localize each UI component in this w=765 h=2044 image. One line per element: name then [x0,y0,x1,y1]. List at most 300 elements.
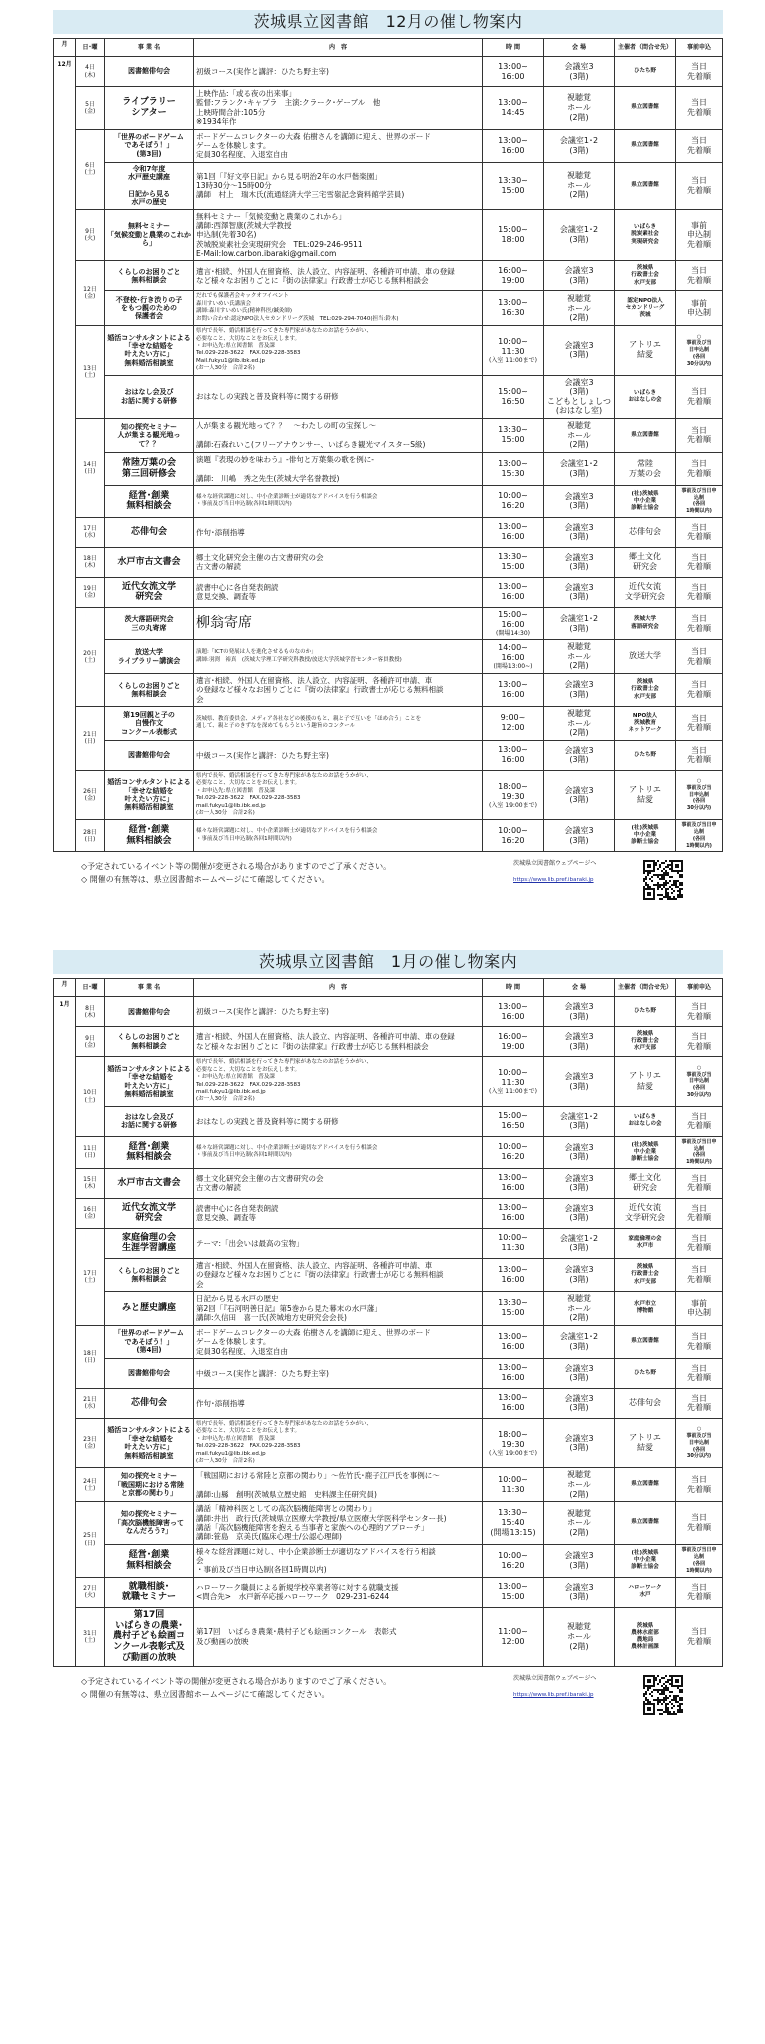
event-time [483,291,544,326]
event-content: 中級コース(実作と講評：ひたち野主宰) [194,1358,483,1388]
event-time [483,997,544,1027]
event-row [54,452,723,485]
event-content: 様々な経営課題に対し、中小企業診断士が適切なアドバイスを行う相談 会 ・事前及び当日申込制(各回1時間以内) [194,1544,483,1577]
application-method: 当日 先着順 [676,452,723,485]
event-organizer: 県立図書館 [615,87,676,130]
time-note: (入室 19:00まで) [489,801,537,809]
event-row [54,640,723,674]
day-cell: 18日 (日) [76,1325,105,1388]
application-method: 当日 先着順 [676,1577,723,1607]
event-venue: 視聴覚 ホール (2階) [544,1468,615,1502]
event-venue: 会議室1･2 (3階) [544,1106,615,1136]
event-content: ハローワーク職員による新規学校卒業者等に対する就職支援 <問合先> 水戸新卒応援ハローワーク 029-231-6244 [194,1577,483,1607]
application-method: 当日 先着順 [676,1168,723,1198]
event-organizer: アトリエ 結愛 [615,770,676,820]
website-link[interactable]: https://www.lib.pref.ibaraki.jp [513,1691,594,1698]
time-range: 14:00~ 16:00 [498,642,528,662]
event-content: 遺言･相続、外国人在留資格、法人設立、内容証明、各種許可申請、車 の登録など様々なお困りごとに『街の法律家』行政書士が応じる無料相談 会 [194,673,483,706]
event-organizer: 茨城県 農林水産部 農地局 農林計画課 [615,1607,676,1666]
event-content: 茨城県、教育委員会、メディア各社などの後援のもと、親と子で互いを「ほめ合う」ことを 通して、親と子のきずなを深めてもらうという趣旨のコンクール [194,707,483,741]
event-content: 柳翁寄席 [194,607,483,639]
event-row [54,707,723,741]
month-cell: 1月 [54,997,76,1666]
event-time [483,740,544,770]
event-organizer: ひたち野 [615,997,676,1027]
application-method: 当日 先着順 [676,375,723,418]
time-range: 13:00~ 16:00 [498,679,528,699]
event-row [54,1258,723,1291]
event-time [483,485,544,517]
event-row [54,770,723,820]
time-range: 13:00~ 16:00 [498,1001,528,1021]
event-organizer: 郷土文化 研究会 [615,1168,676,1198]
day-cell: 20日 (土) [76,607,105,706]
event-venue: 会議室3 (3階) [544,820,615,852]
event-content: 無料セミナー「気候変動と農業のこれから」 講師:西澤智康(茨城大学教授 申込制(先着30名) 茨城脱炭素社会実現研究会 TEL:029-246-9511 E-Mail:low.carbon.ibaraki@gmail.com [194,209,483,261]
day-cell: 6日 (土) [76,129,105,209]
application-method: 当日 先着順 [676,1502,723,1545]
day-cell: 16日 (金) [76,1198,105,1228]
event-name: 令和7年度 水戸歴史講座 日記から見る 水戸の歴史 [105,162,194,209]
january-events-table [53,978,723,1666]
event-venue: 会議室3 (3階) [544,261,615,291]
event-time [483,1468,544,1502]
event-organizer: 芯俳句会 [615,517,676,547]
event-content: 初級コース(実作と講評：ひたち野主宰) [194,57,483,87]
application-method: ○ 事前及び当 日申込制 (各回 30分以内) [676,1418,723,1468]
application-method: 当日 先着順 [676,517,723,547]
event-name: 近代女流文学 研究会 [105,1198,194,1228]
event-name: くらしのお困りごと 無料相談会 [105,261,194,291]
event-organizer: 県立図書館 [615,1502,676,1545]
column-header-month: 月 [54,39,76,57]
event-name: おはなし会及び お話に関する研修 [105,375,194,418]
event-name: 第17回 いばらきの農業･ 農村子ども絵画コ ンクール表彰式及 び動画の放映 [105,1607,194,1666]
event-name: 経営･創業 無料相談会 [105,820,194,852]
application-method: 当日 先着順 [676,1198,723,1228]
january-sheet [53,950,723,1666]
day-cell: 14日 (日) [76,419,105,518]
section-spacer [0,920,765,950]
website-label: 茨城県立図書館ウェブページへ [513,860,597,868]
event-name: 経営･創業 無料相談会 [105,485,194,517]
event-time [483,607,544,639]
event-venue: 視聴覚 ホール (2階) [544,1607,615,1666]
event-time [483,1168,544,1198]
event-organizer: いばらき おはなしの会 [615,1106,676,1136]
event-venue: 会議室3 (3階) [544,1544,615,1577]
day-cell: 15日 (木) [76,1168,105,1198]
column-header-name: 事 業 名 [105,979,194,997]
time-range: 10:00~ 16:20 [498,491,528,511]
event-content: 様々な経営課題に対し、中小企業診断士が適切なアドバイスを行う相談会 ・事前及び当日申込制(各回1時間以内) [194,1136,483,1168]
event-organizer: 認定NPO法人 セカンドリーグ 茨城 [615,291,676,326]
event-row [54,87,723,130]
day-cell: 21日 (水) [76,1388,105,1418]
event-name: 図書館俳句会 [105,1358,194,1388]
website-label: 茨城県立図書館ウェブページへ [513,1674,597,1682]
event-row [54,577,723,607]
application-method: 当日 先着順 [676,87,723,130]
event-organizer: 県立図書館 [615,162,676,209]
event-row [54,607,723,639]
event-time [483,517,544,547]
event-venue: 会議室3 (3階) [544,1057,615,1107]
time-range: 10:00~ 16:20 [498,1142,528,1162]
application-method: 当日 先着順 [676,547,723,577]
website-link[interactable]: https://www.lib.pref.ibaraki.jp [513,877,594,884]
time-range: 13:30~ 15:00 [498,1298,528,1318]
application-method: 当日 先着順 [676,1607,723,1666]
event-time [483,261,544,291]
event-venue: 視聴覚 ホール (2階) [544,87,615,130]
day-cell: 9日 (金) [76,1027,105,1057]
event-content: 演題:「ICTの発展は人を進化させるものなのか」 講師:羽渕 裕真 (茨城大学理工学研究科教授/放送大学茨城学習センター客員教授) [194,640,483,674]
january-footer [53,1673,723,1735]
day-cell: 25日 (日) [76,1502,105,1578]
event-venue: 視聴覚 ホール (2階) [544,640,615,674]
event-venue: 会議室3 (3階) [544,577,615,607]
time-range: 15:00~ 18:00 [498,225,528,245]
event-content: 講話「精神科医としての高次脳機能障害との関わり」 講師:井出 政行氏(茨城県立医療大学教授/県立医療大学医科学センター長) 講話「高次脳機能障害を抱える当事者と家族への心理的アプローチ」 講師:笹島 京美氏(臨床心理士/公認心理師) [194,1502,483,1545]
event-name: 第19回親と子の 自慢作文 コンクール表彰式 [105,707,194,741]
event-row [54,1106,723,1136]
event-organizer: 茨城大学 落語研究会 [615,607,676,639]
event-content: だれでも保護者会キックオフイベント 森川すいめい氏講演会 講師:森川すいめい氏(精神科医/鍼灸師) お問い合わせ:認定NPO法人セカンドリーグ茨城 TEL:029-294-7040(担当:鈴木) [194,291,483,326]
application-method: 当日 先着順 [676,1106,723,1136]
event-venue: 会議室3 (3階) [544,1418,615,1468]
event-row [54,1228,723,1258]
time-note: (入室 19:00まで) [489,1449,537,1457]
event-content: 遺言･相続、外国人在留資格、法人設立、内容証明、各種許可申請、車 の登録など様々なお困りごとに『街の法律家』行政書士が応じる無料相談 会 [194,1258,483,1291]
event-row [54,1468,723,1502]
event-time [483,1057,544,1107]
application-method: 当日 先着順 [676,673,723,706]
time-note: (開場13:00~) [493,662,533,670]
application-method: 当日 先着順 [676,57,723,87]
event-time [483,209,544,261]
event-content: 日記から見る水戸の歴史 第2回「『石河明善日記』第5巻から見た幕末の水戸藩」 講師:久信田 喜一氏(茨城地方史研究会会長) [194,1292,483,1326]
time-range: 13:30~ 15:00 [498,175,528,195]
event-content: 県内で長年、婚活相談を行ってきた専門家があなたのお話をうかがい、 必要なこと、大切なことをお伝えします。 ・お申込先:県立図書館 普及課 Tel.029-228-3622 FAX.029-228-3583 mail.fukyu1@lib.ibk.ed.jp (お一人30分 合計2名) [194,1418,483,1468]
time-range: 10:00~ 11:30 [498,1068,528,1088]
application-method: 当日 先着順 [676,997,723,1027]
time-range: 16:00~ 19:00 [498,265,528,285]
notice-line: ◇ 開催の有無等は、県立図書館ホームページにて確認してください。 [81,875,330,885]
time-range: 13:00~ 16:30 [498,298,528,318]
time-range: 15:00~ 16:00 [498,609,528,629]
time-range: 13:00~ 15:30 [498,458,528,478]
january-title: 茨城県立図書館 1月の催し物案内 [53,950,723,974]
time-range: 13:00~ 14:45 [498,97,528,117]
event-content: 県内で長年、婚活相談を行ってきた専門家があなたのお話をうかがい、 必要なこと、大切なことをお伝えします。 ・お申込先:県立図書館 普及課 Tel.029-228-3622 FAX.029-228-3583 Mail.fukyu1@lib.ibk.ed.jp (お一人30分 合計2名) [194,326,483,376]
event-organizer: いばらき おはなしの会 [615,375,676,418]
event-name: 近代女流文学 研究会 [105,577,194,607]
day-cell: 9日 (火) [76,209,105,261]
day-cell: 24日 (土) [76,1468,105,1502]
application-method: 当日 先着順 [676,640,723,674]
day-cell: 13日 (土) [76,326,105,419]
event-time [483,707,544,741]
event-name: 茨大落語研究会 三の丸寄席 [105,607,194,639]
time-note: (入室 11:00まで) [489,1088,537,1096]
event-venue: 会議室3 (3階) [544,740,615,770]
time-range: 13:00~ 15:00 [498,1582,528,1602]
application-method: 当日 先着順 [676,740,723,770]
application-method: 当日 先着順 [676,577,723,607]
event-organizer: 近代女流 文学研究会 [615,577,676,607]
column-header-day: 日･曜 [76,979,105,997]
time-range: 15:00~ 16:50 [498,386,528,406]
time-range: 13:00~ 16:00 [498,1331,528,1351]
event-row [54,1577,723,1607]
event-organizer: いばらき 脱炭素社会 実現研究会 [615,209,676,261]
event-venue: 視聴覚 ホール (2階) [544,707,615,741]
event-venue: 視聴覚 ホール (2階) [544,419,615,453]
day-cell: 17日 (土) [76,1228,105,1325]
event-organizer: 茨城県 行政書士会 水戸支部 [615,261,676,291]
event-content: 郷土文化研究会主催の古文書研究の会 古文書の解読 [194,1168,483,1198]
day-cell: 5日 (金) [76,87,105,130]
event-name: 知の探究セミナー 人が集まる観光地っ て？？ [105,419,194,453]
application-method: 当日 先着順 [676,419,723,453]
event-time [483,577,544,607]
time-range: 11:00~ 12:00 [498,1626,528,1646]
event-content: 読書中心に各自発表朗読 意見交換、調査等 [194,1198,483,1228]
event-content: おはなしの実践と普及資料等に関する研修 [194,1106,483,1136]
column-header-day: 日･曜 [76,39,105,57]
event-organizer: 郷土文化 研究会 [615,547,676,577]
event-content: 中級コース(実作と講評：ひたち野主宰) [194,740,483,770]
time-range: 13:00~ 16:00 [498,1363,528,1383]
event-name: おはなし会及び お話に関する研修 [105,1106,194,1136]
event-time [483,129,544,162]
event-row [54,326,723,376]
time-range: 13:30~ 15:00 [498,552,528,572]
application-method: 事前及び当日申 込制 (各回 1時間以内) [676,1544,723,1577]
event-time [483,326,544,376]
event-row [54,1198,723,1228]
event-organizer: 茨城県 行政書士会 水戸支部 [615,1027,676,1057]
application-method: 当日 先着順 [676,1258,723,1291]
event-content: 第1回「『好文亭日記』から見る明治2年の水戸偕楽園」 13時30分～15時00分 講師 村上 瑞木氏(流通経済大学三宅雪嶺記念資料館学芸員) [194,162,483,209]
time-range: 18:00~ 19:30 [498,781,528,801]
event-row [54,1325,723,1358]
event-venue: 会議室1･2 (3階) [544,607,615,639]
event-time [483,1136,544,1168]
event-name: 経営･創業 無料相談会 [105,1544,194,1577]
time-range: 13:30~ 15:40 [498,1507,528,1527]
event-organizer: 芯俳句会 [615,1388,676,1418]
event-time [483,452,544,485]
event-venue: 会議室3 (3階) こどもとしょしつ (おはなし室) [544,375,615,418]
column-header-name: 事 業 名 [105,39,194,57]
event-venue: 会議室3 (3階) [544,485,615,517]
event-row [54,129,723,162]
event-name: 図書館俳句会 [105,997,194,1027]
application-method: ○ 事前及び当 日申込制 (各回 30分以内) [676,770,723,820]
day-cell: 26日 (金) [76,770,105,820]
event-venue: 会議室3 (3階) [544,1388,615,1418]
event-row [54,740,723,770]
event-time [483,1027,544,1057]
event-venue: 会議室3 (3階) [544,57,615,87]
event-time [483,1577,544,1607]
event-row [54,673,723,706]
event-time [483,162,544,209]
event-time [483,820,544,852]
event-time [483,1258,544,1291]
event-organizer: (社)茨城県 中小企業 診断士協会 [615,1136,676,1168]
application-method: 当日 先着順 [676,707,723,741]
column-header-month: 月 [54,979,76,997]
event-row [54,1607,723,1666]
event-name: 知の探究セミナー 「高次脳機能障害って なんだろう?」 [105,1502,194,1545]
column-header-venue: 会 場 [544,979,615,997]
time-range: 13:00~ 16:00 [498,1264,528,1284]
event-organizer: NPO法人 茨城教育 ネットワーク [615,707,676,741]
event-time [483,87,544,130]
event-name: 婚活コンサルタントによる 「幸せな結婚を 叶えたい方に」 無料婚活相談室 [105,1418,194,1468]
event-content: 人が集まる観光地って？？ ～わたしの町の宝探し～ 講師:石森れいこ(フリーアナウンサー、いばらき観光マイスターS級) [194,419,483,453]
event-row [54,419,723,453]
column-header-venue: 会 場 [544,39,615,57]
event-time [483,1292,544,1326]
event-content: 「戦国期における常陸と京都の関わり」～佐竹氏･鹿子江戸氏を事例に～ 講師:山縣 創明(茨城県立歴史館 史料課主任研究員) [194,1468,483,1502]
event-name: みと歴史講座 [105,1292,194,1326]
time-range: 10:00~ 11:30 [498,1233,528,1253]
event-venue: 会議室3 (3階) [544,1136,615,1168]
event-name: 水戸市古文書会 [105,547,194,577]
event-content: 上映作品:「或る夜の出来事」 監督:フランク･キャプラ 主演:クラーク･ゲーブル 他 上映時間合計:105分 ※1934年作 [194,87,483,130]
event-time [483,673,544,706]
event-organizer: (社)茨城県 中小企業 診断士協会 [615,1544,676,1577]
day-cell: 23日 (金) [76,1418,105,1468]
event-venue: 会議室3 (3階) [544,326,615,376]
event-row [54,1292,723,1326]
event-row [54,1168,723,1198]
application-method: 事前 申込制 [676,1292,723,1326]
event-organizer: (社)茨城県 中小企業 診断士協会 [615,485,676,517]
application-method: 当日 先着順 [676,1228,723,1258]
event-row [54,375,723,418]
event-name: 婚活コンサルタントによる 「幸せな結婚を 叶えたい方に」 無料婚活相談室 [105,1057,194,1107]
application-method: 当日 先着順 [676,1388,723,1418]
event-time [483,770,544,820]
event-name: 水戸市古文書会 [105,1168,194,1198]
event-venue: 会議室3 (3階) [544,517,615,547]
event-name: 「世界のボードゲーム であそぼう！」 (第3回) [105,129,194,162]
day-cell: 17日 (水) [76,517,105,547]
event-row [54,1388,723,1418]
event-content: 県内で長年、婚活相談を行ってきた専門家があなたのお話をうかがい、 必要なこと、大切なことをお伝えします。 ・お申込先:県立図書館 普及課 Tel.029-228-3622 FAX.029-228-3583 mail.fukyu1@lib.ibk.ed.jp (お一人30分 合計2名) [194,770,483,820]
event-name: 不登校･行き渋りの子 をもつ親のための 保護者会 [105,291,194,326]
event-name: 知の探究セミナー 「戦国期における常陸 と京都の関わり」 [105,1468,194,1502]
event-name: 図書館俳句会 [105,57,194,87]
application-method: 事前 申込制 先着順 [676,209,723,261]
time-range: 18:00~ 19:30 [498,1429,528,1449]
december-events-table [53,38,723,852]
time-range: 13:00~ 16:00 [498,1203,528,1223]
day-cell: 8日 (木) [76,997,105,1027]
event-content: ボードゲームコレクターの大森 佑樹さんを講師に迎え、世界のボード ゲームを体験します。 定員30名程度、入退室自由 [194,1325,483,1358]
event-time [483,1544,544,1577]
event-content: ボードゲームコレクターの大森 佑樹さんを講師に迎え、世界のボード ゲームを体験します。 定員30名程度、入退室自由 [194,129,483,162]
event-name: ライブラリー シアター [105,87,194,130]
application-method: 事前及び当日申 込制 (各回 1時間以内) [676,1136,723,1168]
event-time [483,1418,544,1468]
day-cell: 18日 (木) [76,547,105,577]
event-row [54,997,723,1027]
event-content: 遺言･相続、外国人在留資格、法人設立、内容証明、各種許可申請、車の登録 など様々なお困りごとに『街の法律家』行政書士が応じる無料相談会 [194,261,483,291]
application-method: 当日 先着順 [676,1027,723,1057]
event-time [483,1106,544,1136]
event-name: 婚活コンサルタントによる 「幸せな結婚を 叶えたい方に」 無料婚活相談室 [105,770,194,820]
event-organizer: 県立図書館 [615,129,676,162]
event-content: 作句･添削指導 [194,1388,483,1418]
december-notes [81,860,501,886]
event-venue: 会議室1･2 (3階) [544,209,615,261]
time-range: 10:00~ 16:20 [498,1550,528,1570]
event-content: 郷土文化研究会主催の古文書研究の会 古文書の解読 [194,547,483,577]
event-name: 就職相談･ 就職セミナー [105,1577,194,1607]
event-row [54,517,723,547]
time-range: 16:00~ 19:00 [498,1031,528,1051]
event-name: 経営･創業 無料相談会 [105,1136,194,1168]
event-row [54,1358,723,1388]
event-venue: 会議室3 (3階) [544,547,615,577]
event-name: くらしのお困りごと 無料相談会 [105,1027,194,1057]
day-cell: 19日 (金) [76,577,105,607]
application-method: 当日 先着順 [676,129,723,162]
event-venue: 視聴覚 ホール (2階) [544,162,615,209]
event-name: くらしのお困りごと 無料相談会 [105,673,194,706]
day-cell: 21日 (日) [76,707,105,771]
event-content: おはなしの実践と普及資料等に関する研修 [194,375,483,418]
event-organizer: 茨城県 行政書士会 水戸支部 [615,1258,676,1291]
application-method: ○ 事前及び当 日申込制 (各回 30分以内) [676,326,723,376]
day-cell: 10日 (土) [76,1057,105,1137]
event-name: 婚活コンサルタントによる 「幸せな結婚を 叶えたい方に」 無料婚活相談室 [105,326,194,376]
time-range: 15:00~ 16:50 [498,1111,528,1131]
event-name: 「世界のボードゲーム であそぼう！」 (第4回) [105,1325,194,1358]
day-cell: 31日 (土) [76,1607,105,1666]
event-row [54,162,723,209]
application-method: 当日 先着順 [676,607,723,639]
event-organizer: アトリエ 結愛 [615,1418,676,1468]
notice-line: ◇予定されているイベント等の開催が変更される場合がありますのでご了承ください。 [81,1676,392,1686]
event-time [483,57,544,87]
event-organizer: 近代女流 文学研究会 [615,1198,676,1228]
event-organizer: ハローワーク 水戸 [615,1577,676,1607]
event-time [483,1502,544,1545]
event-row [54,1544,723,1577]
time-range: 13:00~ 16:00 [498,135,528,155]
event-organizer: 家庭倫理の会 水戸市 [615,1228,676,1258]
time-range: 13:00~ 16:00 [498,1393,528,1413]
event-organizer: 茨城県 行政書士会 水戸支部 [615,673,676,706]
event-row [54,820,723,852]
application-method: 当日 先着順 [676,1358,723,1388]
qr-code-icon [643,1675,683,1715]
event-content: 初級コース(実作と講評：ひたち野主宰) [194,997,483,1027]
event-organizer: ひたち野 [615,57,676,87]
header-row [54,979,723,997]
column-header-time: 時 間 [483,39,544,57]
event-venue: 会議室1･2 (3階) [544,452,615,485]
event-content: 読書中心に各自発表朗読 意見交換、調査等 [194,577,483,607]
event-content: 様々な経営課題に対し、中小企業診断士が適切なアドバイスを行う相談会 ・事前及び当日申込制(各回1時間以内) [194,485,483,517]
